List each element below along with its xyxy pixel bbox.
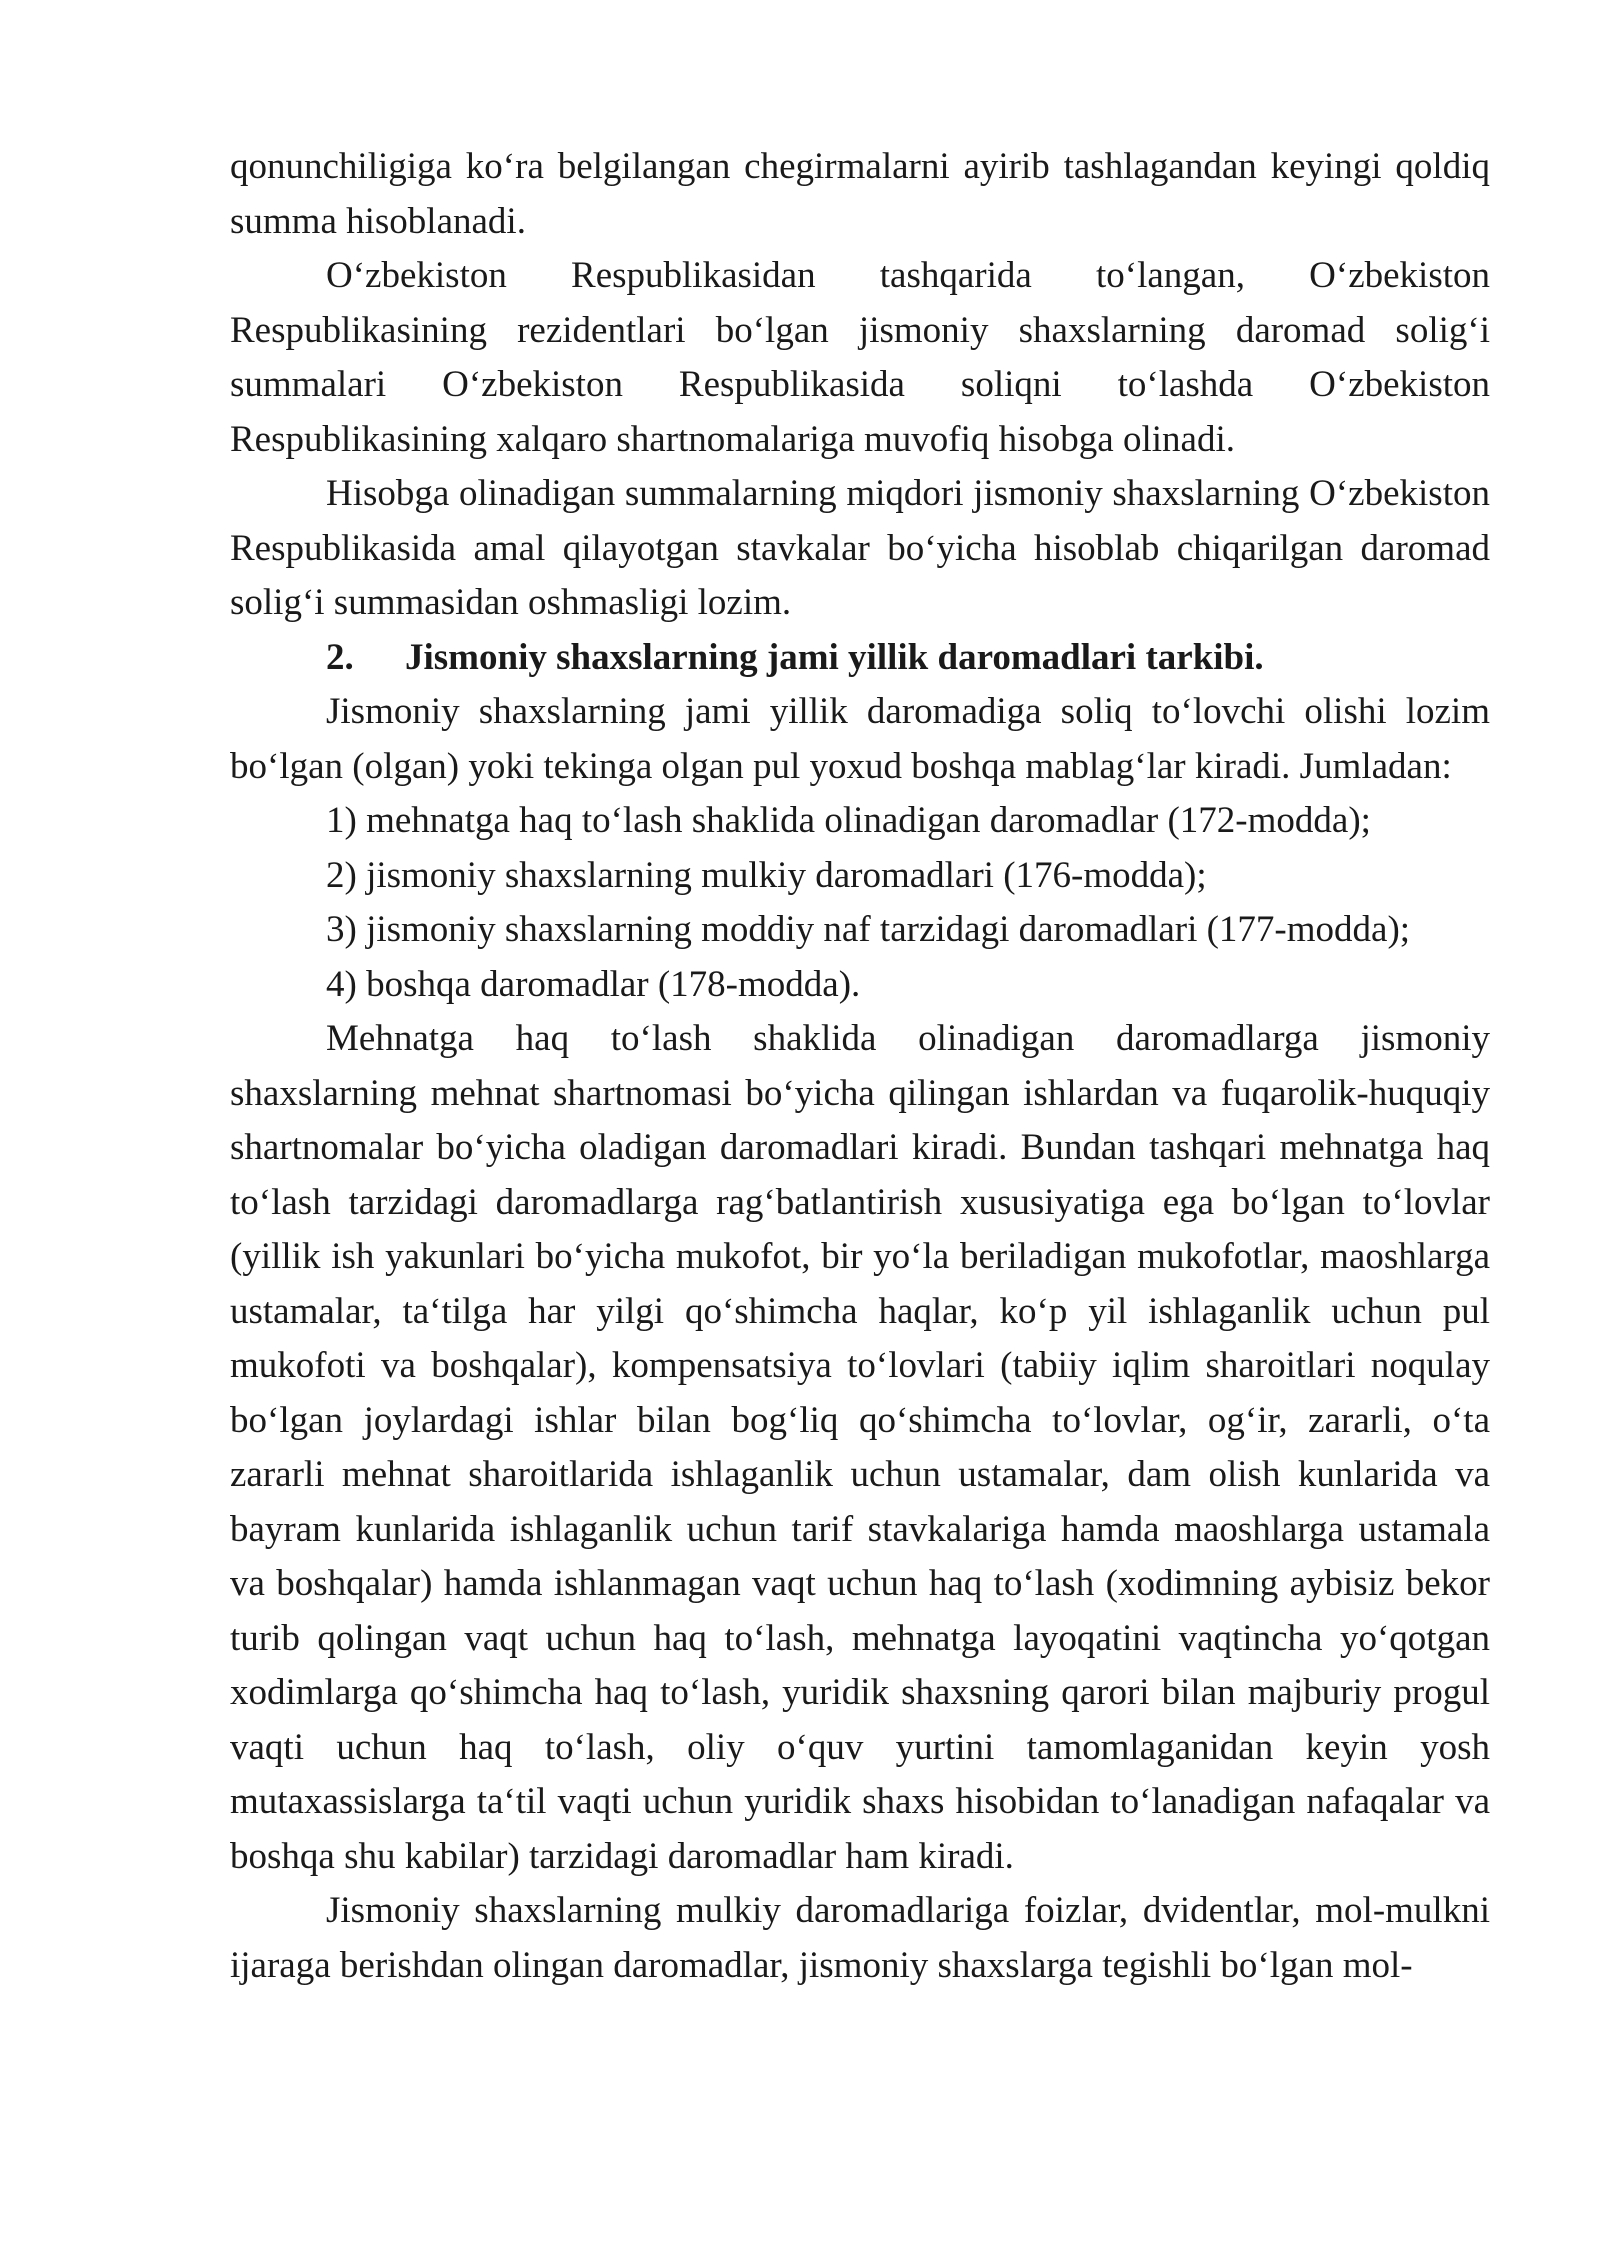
paragraph-foreign-tax-credit: Oʻzbekiston Respublikasidan tashqarida toʻlangan, Oʻzbekiston Respublikasining rezidentlari boʻlgan jismoniy shaxslarning daromad soligʻi summalari Oʻzbekiston Respublikasida soliqni toʻlashda Oʻzbekiston Respublikasining xalqaro shartnomalariga muvofiq hisobga olinadi. [230, 255, 1490, 460]
section-heading [230, 631, 1490, 686]
paragraph-intro: qonunchiligiga koʻra belgilangan chegirmalarni ayirib tashlagandan keyingi qoldiq summa hisoblanadi. [230, 146, 1490, 242]
list-item: 2) jismoniy shaxslarning mulkiy daromadlari (176-modda); [326, 854, 1207, 896]
paragraph-property-income: Jismoniy shaxslarning mulkiy daromadlariga foizlar, dvidentlar, mol-mulkni ijaraga berishdan olingan daromadlar, jismoniy shaxslarga tegishli boʻlgan mol- [230, 1890, 1490, 1986]
paragraph-credit-limit: Hisobga olinadigan summalarning miqdori jismoniy shaxslarning Oʻzbekiston Respublikasida amal qilayotgan stavkalar boʻyicha hisoblab chiqarilgan daromad soligʻi summasidan oshmasligi lozim. [230, 473, 1490, 623]
paragraph-total-income: Jismoniy shaxslarning jami yillik daromadiga soliq toʻlovchi olishi lozim boʻlgan (olgan) yoki tekinga olgan pul yoxud boshqa mablagʻlar kiradi. Jumladan: [230, 691, 1490, 787]
paragraph-labor-income: Mehnatga haq toʻlash shaklida olinadigan daromadlarga jismoniy shaxslarning mehnat shartnomasi boʻyicha qilingan ishlardan va fuqarolik-huquqiy shartnomalar boʻyicha oladigan daromadlari kiradi. Bundan tashqari mehnatga haq toʻlash tarzidagi daromadlarga ragʻbatlantirish xususiyatiga ega boʻlgan toʻlovlar (yillik ish yakunlari boʻyicha mukofot, bir yoʻla beriladigan mukofotlar, maoshlarga ustamalar, taʻtilga har yilgi qoʻshimcha haqlar, koʻp yil ishlaganlik uchun pul mukofoti va boshqalar), kompensatsiya toʻlovlari (tabiiy iqlim sharoitlari noqulay boʻlgan joylardagi ishlar bilan bogʻliq qoʻshimcha toʻlovlar, ogʻir, zararli, oʻta zararli mehnat sharoitlarida ishlaganlik uchun ustamalar, dam olish kunlarida va bayram kunlarida ishlaganlik uchun tarif stavkalariga hamda maoshlarga ustamala va boshqalar) hamda ishlanmagan vaqt uchun haq toʻlash (xodimning aybisiz bekor turib qolingan vaqt uchun haq toʻlash, mehnatga layoqatini vaqtincha yoʻqotgan xodimlarga qoʻshimcha haq toʻlash, yuridik shaxsning qarori bilan majburiy progul vaqti uchun haq toʻlash, oliy oʻquv yurtini tamomlaganidan keyin yosh mutaxassislarga taʻtil vaqti uchun yuridik shaxs hisobidan toʻlanadigan nafaqalar va boshqa shu kabilar) tarzidagi daromadlar ham kiradi. [230, 1018, 1490, 1877]
section-number: 2. [326, 636, 354, 678]
document-page [230, 140, 1490, 1993]
list-item: 1) mehnatga haq toʻlash shaklida olinadigan daromadlar (172-modda); [326, 800, 1371, 841]
section-title: Jismoniy shaxslarning jami yillik daromadlari tarkibi. [405, 636, 1264, 678]
list-item: 3) jismoniy shaxslarning moddiy naf tarzidagi daromadlari (177-modda); [326, 909, 1411, 950]
list-item: 4) boshqa daromadlar (178-modda). [326, 963, 861, 1005]
